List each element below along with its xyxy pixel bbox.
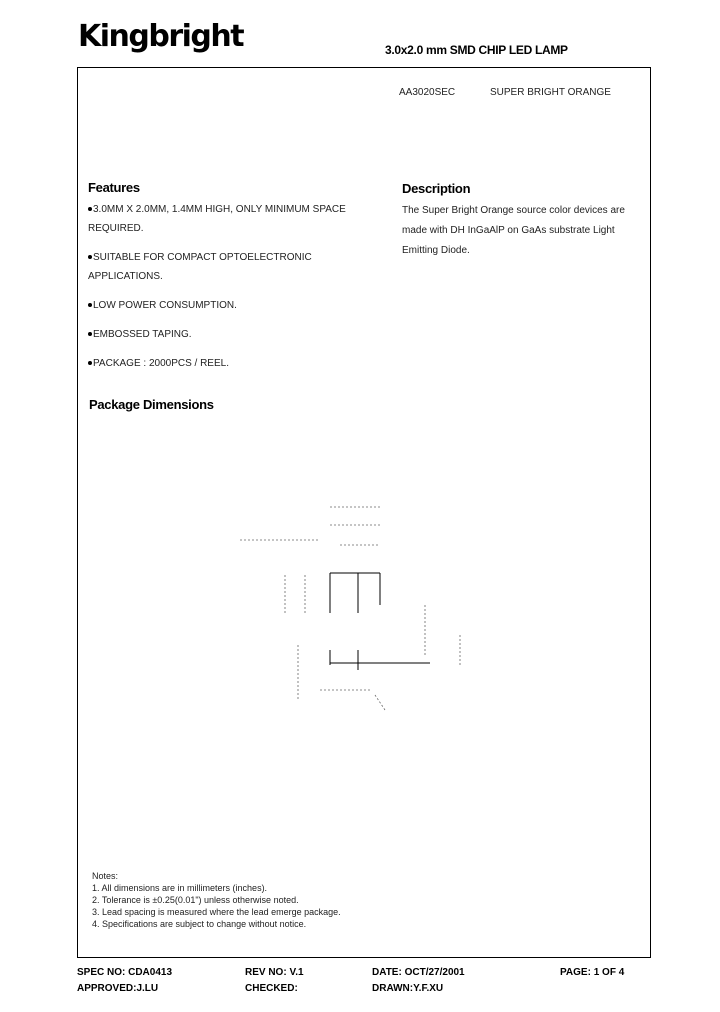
brand-logo: Kingbright bbox=[78, 19, 244, 54]
note-item: 4. Specifications are subject to change without notice. bbox=[92, 919, 307, 929]
approved-by: APPROVED:J.LU bbox=[77, 983, 159, 994]
package-dimensions-heading: Package Dimensions bbox=[89, 397, 214, 412]
package-dimensions-drawing bbox=[230, 495, 480, 715]
description-heading: Description bbox=[402, 181, 471, 196]
part-color: SUPER BRIGHT ORANGE bbox=[490, 87, 611, 98]
note-item: 3. Lead spacing is measured where the lead emerge package. bbox=[92, 907, 341, 917]
page-number: PAGE: 1 OF 4 bbox=[560, 967, 625, 978]
features-list bbox=[88, 200, 378, 383]
description-text: The Super Bright Orange source color devices are made with DH InGaAlP on GaAs substrate Light Emitting Diode. bbox=[402, 205, 625, 256]
feature-item: LOW POWER CONSUMPTION. bbox=[88, 296, 378, 315]
document-title: 3.0x2.0 mm SMD CHIP LED LAMP bbox=[385, 43, 568, 57]
bullet-icon bbox=[88, 332, 92, 336]
spec-number: SPEC NO: CDA0413 bbox=[77, 967, 173, 978]
bullet-icon bbox=[88, 255, 92, 259]
part-number: AA3020SEC bbox=[399, 87, 456, 98]
features-heading: Features bbox=[88, 180, 140, 195]
feature-item: EMBOSSED TAPING. bbox=[88, 325, 378, 344]
checked-by: CHECKED: bbox=[245, 983, 298, 994]
bullet-icon bbox=[88, 361, 92, 365]
notes-heading: Notes: bbox=[92, 871, 119, 881]
note-item: 1. All dimensions are in millimeters (inches). bbox=[92, 883, 268, 893]
bullet-icon bbox=[88, 303, 92, 307]
feature-item: PACKAGE : 2000PCS / REEL. bbox=[88, 354, 378, 373]
notes-block bbox=[92, 870, 341, 930]
feature-item: 3.0MM X 2.0MM, 1.4MM HIGH, ONLY MINIMUM SPACE REQUIRED. bbox=[88, 204, 346, 234]
drawn-by: DRAWN:Y.F.XU bbox=[372, 983, 444, 994]
document-date: DATE: OCT/27/2001 bbox=[372, 967, 465, 978]
note-item: 2. Tolerance is ±0.25(0.01") unless otherwise noted. bbox=[92, 895, 299, 905]
revision-number: REV NO: V.1 bbox=[245, 967, 304, 978]
bullet-icon bbox=[88, 207, 92, 211]
feature-item: SUITABLE FOR COMPACT OPTOELECTRONIC APPLICATIONS. bbox=[88, 252, 312, 282]
